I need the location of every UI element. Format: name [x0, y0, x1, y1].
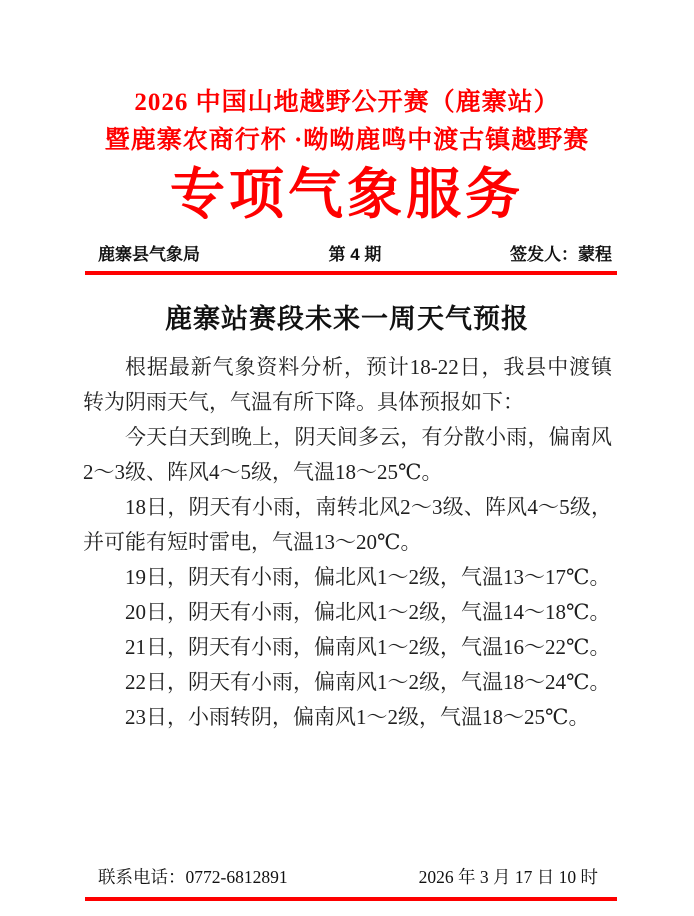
masthead: [85, 240, 617, 275]
race-title-line1: 2026 中国山地越野公开赛（鹿寨站）: [134, 89, 560, 116]
forecast-body: [83, 350, 612, 735]
service-title: 专项气象服务: [169, 164, 524, 225]
forecast-paragraph-day23: 23日，小雨转阴，偏南风1～2级，气温18～25℃。: [125, 705, 590, 729]
forecast-paragraph-today: 今天白天到晚上，阴天间多云，有分散小雨，偏南风2～3级、阵风4～5级，气温18～25℃。: [83, 425, 612, 484]
forecast-paragraph-day22: 22日，阴天有小雨，偏南风1～2级，气温18～24℃。: [125, 670, 611, 694]
forecast-paragraph-day20: 20日，阴天有小雨，偏北风1～2级，气温14～18℃。: [125, 600, 611, 624]
forecast-title: 鹿寨站赛段未来一周天气预报: [165, 304, 529, 334]
forecast-paragraph-day18: 18日，阴天有小雨，南转北风2～3级、阵风4～5级，并可能有短时雷电，气温13～20℃。: [83, 495, 612, 554]
contact-phone: 联系电话：0772-6812891: [98, 867, 288, 887]
forecast-paragraph-day19: 19日，阴天有小雨，偏北风1～2级，气温13～17℃。: [125, 565, 611, 589]
letterhead: [0, 0, 694, 226]
issue-datetime: 2026 年 3 月 17 日 10 时: [418, 867, 598, 887]
signer: 签发人：蒙程: [509, 245, 612, 264]
footer: [85, 864, 617, 901]
forecast-paragraph-day21: 21日，阴天有小雨，偏南风1～2级，气温16～22℃。: [125, 635, 611, 659]
issuing-agency: 鹿寨县气象局: [98, 245, 200, 264]
race-title-line2: 暨鹿寨农商行杯 ·呦呦鹿鸣中渡古镇越野赛: [104, 127, 590, 154]
issue-number: 第 4 期: [328, 245, 382, 264]
forecast-paragraph-intro: 根据最新气象资料分析，预计18-22日，我县中渡镇转为阴雨天气，气温有所下降。具体预报如下：: [83, 355, 612, 414]
